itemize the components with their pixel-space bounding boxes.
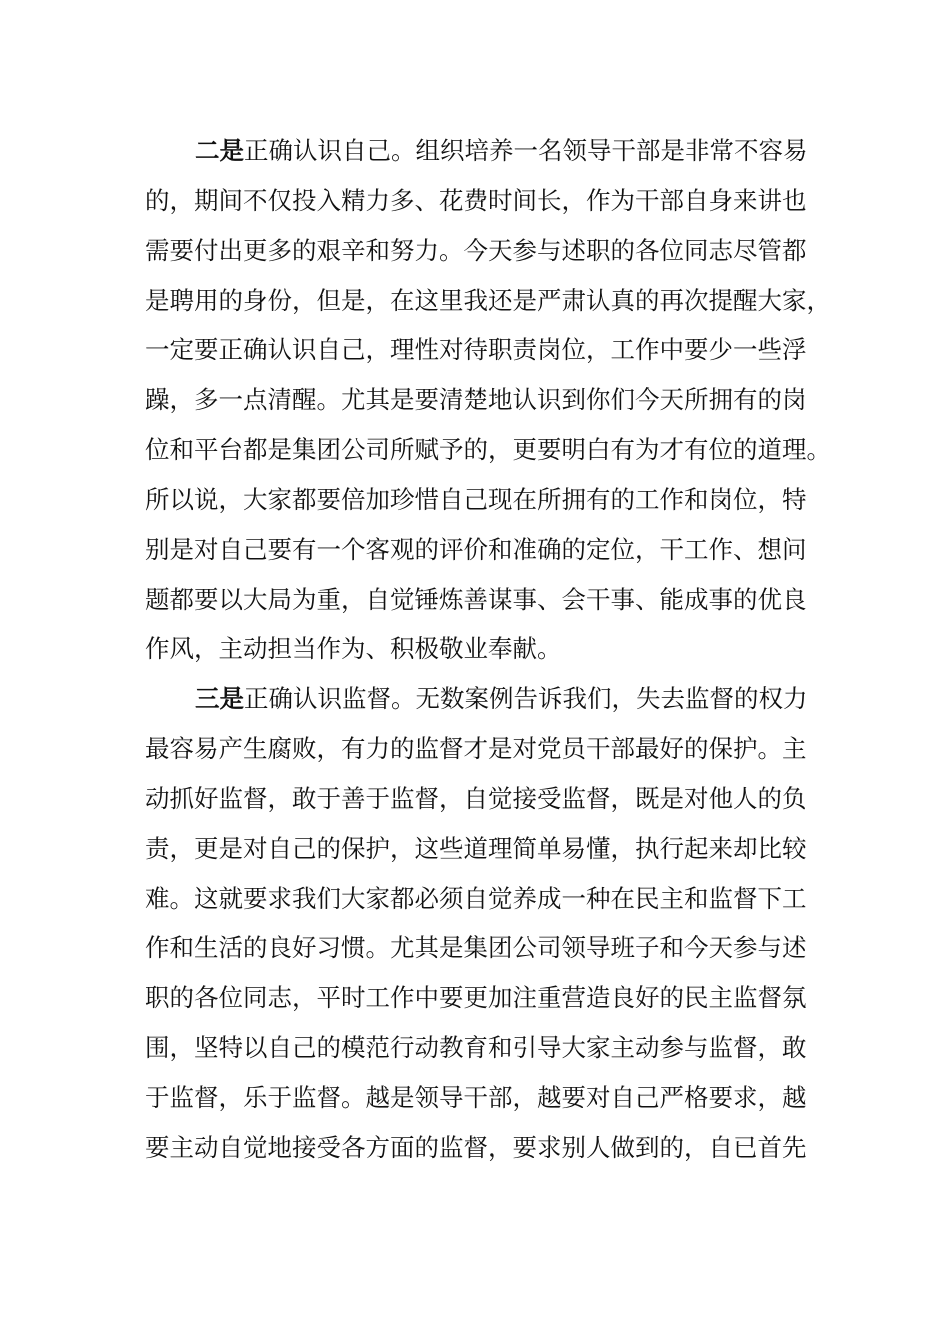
paragraph-3-line-10: 要主动自觉地接受各方面的监督，要求别人做到的，自已首先 [145,1133,807,1162]
paragraph-2-line-7: 位和平台都是集团公司所赋予的，更要明白有为才有位的道理。 [145,435,831,464]
paragraph-3-line-6: 作和生活的良好习惯。尤其是集团公司领导班子和今天参与述 [145,933,807,962]
paragraph-3-line-8: 围，坚特以自己的模范行动教育和引导大家主动参与监督，敢 [145,1033,807,1062]
paragraph-3-line-1 [195,679,808,719]
paragraph-3-line-2: 最容易产生腐败，有力的监督才是对党员干部最好的保护。主 [145,734,807,763]
paragraph-2-line-6: 躁，多一点清醒。尤其是要清楚地认识到你们今天所拥有的岗 [145,385,807,414]
paragraph-3-line-3: 动抓好监督，敢于善于监督，自觉接受监督，既是对他人的负 [145,784,807,813]
paragraph-2-line-5: 一定要正确认识自己，理性对待职责岗位，工作中要少一些浮 [145,335,807,364]
paragraph-2-line-8: 所以说，大家都要倍加珍惜自己现在所拥有的工作和岗位，特 [145,485,807,514]
paragraph-3-lead: 三是 [195,684,244,713]
paragraph-2-line-9: 别是对自己要有一个客观的评价和准确的定位，干工作、想问 [145,535,807,564]
paragraph-2-line-4: 是聘用的身份，但是，在这里我还是严肃认真的再次提醒大家， [145,286,831,315]
paragraph-3-line-9: 于监督，乐于监督。越是领导干部，越要对自己严格要求，越 [145,1083,807,1112]
paragraph-3-line-5: 难。这就要求我们大家都必须自觉养成一种在民主和监督下工 [145,884,807,913]
paragraph-3-line-4: 责，更是对自己的保护，这些道理简单易懂，执行起来却比较 [145,834,807,863]
paragraph-3-line-1-text: 正确认识监督。无数案例告诉我们，失去监督的权力 [244,684,808,713]
paragraph-2-line-11: 作风，主动担当作为、积极敬业奉献。 [145,634,562,663]
paragraph-2-lead: 二是 [195,136,244,165]
paragraph-2-line-10: 题都要以大局为重，自觉锤炼善谋事、会干事、能成事的优良 [145,585,807,614]
paragraph-2-line-1 [195,131,808,171]
paragraph-2-line-3: 需要付出更多的艰辛和努力。今天参与述职的各位同志尽管都 [145,236,807,265]
paragraph-2-line-2: 的，期间不仅投入精力多、花费时间长，作为干部自身来讲也 [145,186,807,215]
paragraph-3-line-7: 职的各位同志，平时工作中要更加注重营造良好的民主监督氛 [145,983,807,1012]
paragraph-2-line-1-text: 正确认识自己。组织培养一名领导干部是非常不容易 [244,136,808,165]
